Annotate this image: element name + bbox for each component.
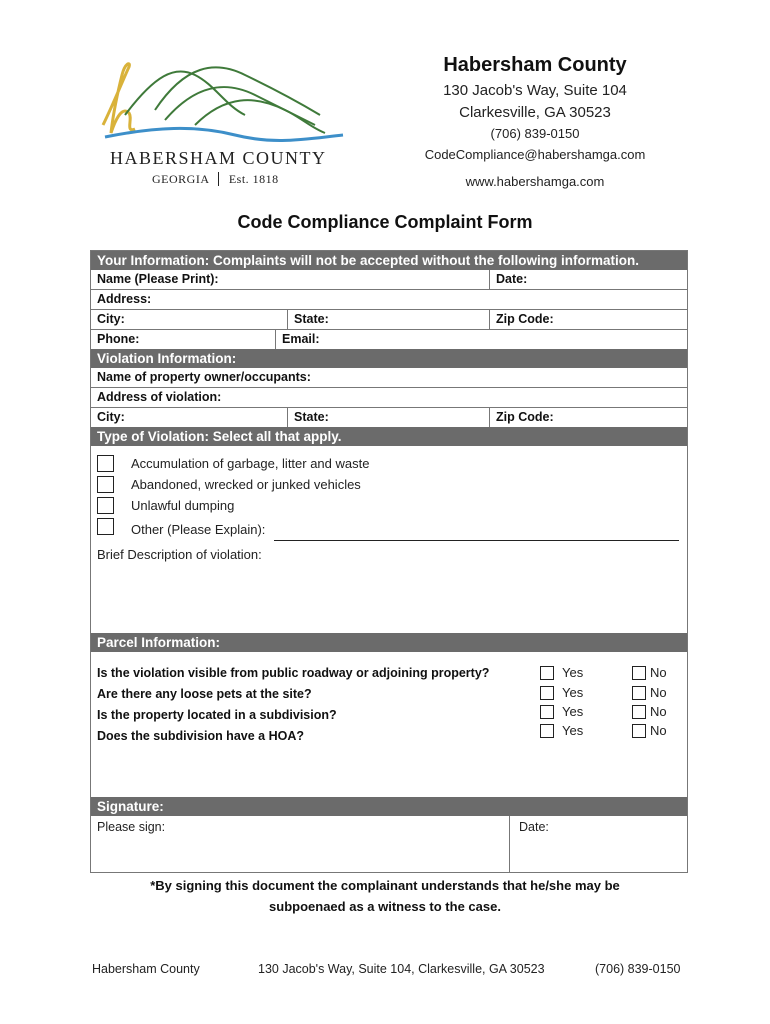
org-email[interactable]: CodeCompliance@habershamga.com (424, 147, 646, 162)
state-field[interactable]: State: (287, 310, 489, 329)
option-other: Other (Please Explain): (131, 522, 266, 537)
footer-org: Habersham County (92, 962, 200, 976)
org-address1: 130 Jacob's Way, Suite 104 (443, 82, 627, 99)
yes-checkbox-subdivision[interactable] (540, 705, 554, 719)
description-label: Brief Description of violation: (97, 547, 262, 562)
footnote-line2: subpoenaed as a witness to the case. (269, 899, 501, 914)
violation-address-field[interactable]: Address of violation: (97, 390, 222, 404)
address-field[interactable]: Address: (97, 292, 152, 306)
violation-city-row (91, 407, 687, 427)
logo-subtitle: GEORGIA Est. 1818 (152, 172, 279, 186)
checkbox-vehicles[interactable] (97, 476, 114, 493)
signature-header: Signature: (91, 797, 687, 816)
logo-h-gold (103, 64, 135, 133)
no-label-subdivision: No (650, 704, 667, 719)
violation-info-header: Violation Information: (91, 349, 687, 368)
question-subdivision: Is the property located in a subdivision? (97, 708, 337, 722)
description-input[interactable] (91, 564, 687, 630)
violation-city-field[interactable]: City: (97, 410, 125, 424)
name-date-row (91, 270, 687, 289)
signature-section (91, 816, 687, 872)
yes-checkbox-pets[interactable] (540, 686, 554, 700)
parcel-section (91, 652, 687, 797)
complaint-form (90, 250, 688, 873)
yes-checkbox-visible[interactable] (540, 666, 554, 680)
yes-label-hoa: Yes (562, 723, 584, 738)
question-pets: Are there any loose pets at the site? (97, 687, 312, 701)
violation-state-field[interactable]: State: (287, 408, 489, 427)
parcel-header: Parcel Information: (91, 633, 687, 652)
logo-name: HABERSHAM COUNTY (110, 148, 327, 168)
signature-date-label[interactable]: Date: (519, 820, 549, 834)
question-visible: Is the violation visible from public roadway or adjoining property? (97, 666, 490, 680)
org-phone: (706) 839-0150 (490, 126, 580, 141)
city-state-zip-row (91, 309, 687, 329)
email-field[interactable]: Email: (275, 330, 687, 349)
no-label-pets: No (650, 685, 667, 700)
org-address2: Clarkesville, GA 30523 (459, 104, 611, 121)
checkbox-garbage[interactable] (97, 455, 114, 472)
logo-river (105, 128, 343, 140)
name-field[interactable]: Name (Please Print): (97, 272, 219, 286)
footnote (0, 875, 770, 917)
yes-checkbox-hoa[interactable] (540, 724, 554, 738)
no-label-visible: No (650, 665, 667, 680)
logo-mountain-3 (165, 87, 315, 125)
no-checkbox-subdivision[interactable] (632, 705, 646, 719)
org-name: Habersham County (443, 54, 627, 76)
violation-address-row (91, 387, 687, 407)
phone-email-row (91, 329, 687, 349)
logo-mountain-2 (155, 67, 320, 115)
signature-label: Please sign: (97, 820, 166, 834)
footer-phone: (706) 839-0150 (595, 962, 681, 976)
checkbox-other[interactable] (97, 518, 114, 535)
your-info-header: Your Information: Complaints will not be accepted without the following information. (91, 251, 687, 270)
option-dumping: Unlawful dumping (131, 498, 235, 513)
checkbox-dumping[interactable] (97, 497, 114, 514)
zip-field[interactable]: Zip Code: (489, 310, 687, 329)
violation-zip-field[interactable]: Zip Code: (489, 408, 687, 427)
date-field[interactable]: Date: (489, 270, 687, 289)
violation-type-header: Type of Violation: Select all that apply. (91, 427, 687, 446)
phone-field[interactable]: Phone: (97, 332, 140, 346)
yes-label-visible: Yes (562, 665, 584, 680)
logo-mountain-4 (195, 100, 325, 133)
question-hoa: Does the subdivision have a HOA? (97, 729, 304, 743)
option-vehicles: Abandoned, wrecked or junked vehicles (131, 477, 361, 492)
owner-field[interactable]: Name of property owner/occupants: (97, 370, 311, 384)
yes-label-pets: Yes (562, 685, 584, 700)
no-checkbox-hoa[interactable] (632, 724, 646, 738)
footer-address: 130 Jacob's Way, Suite 104, Clarkesville, GA 30523 (258, 962, 545, 976)
address-row (91, 289, 687, 309)
option-garbage: Accumulation of garbage, litter and waste (131, 456, 370, 471)
other-explain-input[interactable] (274, 540, 679, 541)
violation-type-section (91, 446, 687, 633)
no-label-hoa: No (650, 723, 667, 738)
org-website[interactable]: www.habershamga.com (465, 174, 605, 189)
footnote-line1: *By signing this document the complainant understands that he/she may be (150, 878, 620, 893)
no-checkbox-pets[interactable] (632, 686, 646, 700)
yes-label-subdivision: Yes (562, 704, 584, 719)
city-field[interactable]: City: (97, 312, 125, 326)
owner-row (91, 368, 687, 387)
no-checkbox-visible[interactable] (632, 666, 646, 680)
form-title: Code Compliance Complaint Form (237, 212, 533, 232)
